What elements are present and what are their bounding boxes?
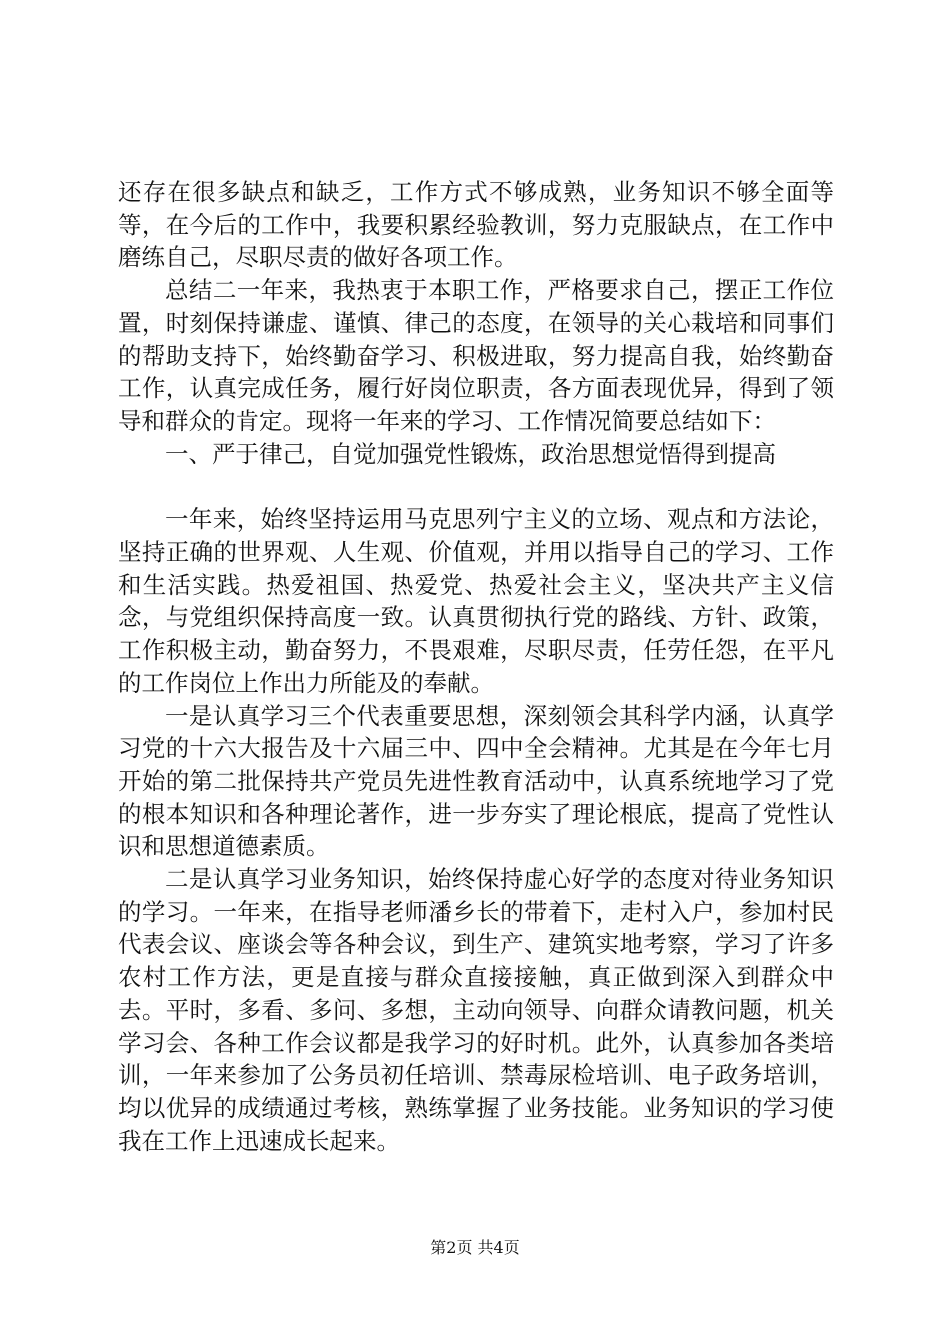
- page-number-footer: 第2页 共4页: [430, 1238, 520, 1257]
- paragraph-summary-intro: 总结二一年来，我热衷于本职工作，严格要求自己，摆正工作位置，时刻保持谦虚、谨慎、律己的态度，在领导的关心栽培和同事们的帮助支持下，始终勤奋学习、积极进取，努力提高自我，始终勤奋工作，认真完成任务，履行好岗位职责，各方面表现优异，得到了领导和群众的肯定。现将一年来的学习、工作情况简要总结如下：: [118, 276, 834, 435]
- paragraph-political-thought: 一年来，始终坚持运用马克思列宁主义的立场、观点和方法论，坚持正确的世界观、人生观、价值观，并用以指导自己的学习、工作和生活实践。热爱祖国、热爱党、热爱社会主义，坚决共产主义信念，与党组织保持高度一致。认真贯彻执行党的路线、方针、政策，工作积极主动，勤奋努力，不畏艰难，尽职尽责，任劳任怨，在平凡的工作岗位上作出力所能及的奉献。: [118, 505, 834, 697]
- body-text: [118, 176, 834, 1157]
- paragraph-business-study: 二是认真学习业务知识，始终保持虚心好学的态度对待业务知识的学习。一年来，在指导老师潘乡长的带着下，走村入户，参加村民代表会议、座谈会等各种会议，到生产、建筑实地考察，学习了许多农村工作方法，更是直接与群众直接接触，真正做到深入到群众中去。平时，多看、多问、多想，主动向领导、向群众请教问题，机关学习会、各种工作会议都是我学习的好时机。此外，认真参加各类培训，一年来参加了公务员初任培训、禁毒尿检培训、电子政务培训，均以优异的成绩通过考核，熟练掌握了业务技能。业务知识的学习使我在工作上迅速成长起来。: [118, 865, 834, 1155]
- paragraph-continuation: 还存在很多缺点和缺乏，工作方式不够成熟，业务知识不够全面等等，在今后的工作中，我要积累经验教训，努力克服缺点，在工作中磨练自己，尽职尽责的做好各项工作。: [118, 178, 834, 272]
- paragraph-theory-study: 一是认真学习三个代表重要思想，深刻领会其科学内涵，认真学习党的十六大报告及十六届三中、四中全会精神。尤其是在今年七月开始的第二批保持共产党员先进性教育活动中，认真系统地学习了党的根本知识和各种理论著作，进一步夯实了理论根底，提高了党性认识和思想道德素质。: [118, 701, 834, 861]
- section-heading: 一、严于律己，自觉加强党性锻炼，政治思想觉悟得到提高: [165, 439, 776, 468]
